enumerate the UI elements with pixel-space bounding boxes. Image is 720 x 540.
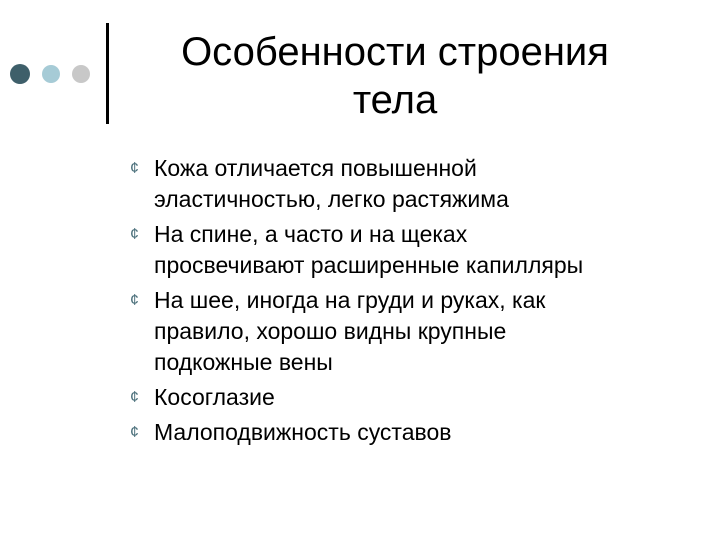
dot-dark-icon xyxy=(10,64,30,84)
slide-title-line-2: тела xyxy=(352,78,438,122)
bullet-item xyxy=(130,153,690,215)
bullet-text-line: Малоподвижность суставов xyxy=(154,419,452,445)
bullet-text-line: правило, хорошо видны крупные xyxy=(154,318,507,344)
dot-gray-icon xyxy=(72,65,90,83)
bullet-item xyxy=(130,219,690,281)
bullet-marker-icon: ¢ xyxy=(130,389,139,406)
bullet-marker-icon: ¢ xyxy=(130,160,139,177)
bullet-text-line: Косоглазие xyxy=(154,384,275,410)
bullet-text-line: эластичностью, легко растяжима xyxy=(154,186,509,212)
bullet-marker-icon: ¢ xyxy=(130,424,139,441)
bullet-item xyxy=(130,382,690,413)
title-divider xyxy=(106,23,109,124)
bullet-item xyxy=(130,417,690,448)
bullet-text-line: На шее, иногда на груди и руках, как xyxy=(154,287,546,313)
dot-light-blue-icon xyxy=(42,65,60,83)
bullet-text-line: Кожа отличается повышенной xyxy=(154,155,477,181)
bullet-marker-icon: ¢ xyxy=(130,226,139,243)
decorative-dots xyxy=(10,64,100,84)
slide-title xyxy=(110,28,680,124)
bullet-marker-icon: ¢ xyxy=(130,292,139,309)
bullet-text-line: просвечивают расширенные капилляры xyxy=(154,252,584,278)
bullet-text-line: подкожные вены xyxy=(154,349,333,375)
bullet-text-line: На спине, а часто и на щеках xyxy=(154,221,468,247)
bullet-item xyxy=(130,285,690,378)
bullet-list xyxy=(130,153,690,452)
slide-title-line-1: Особенности строения xyxy=(181,30,609,74)
